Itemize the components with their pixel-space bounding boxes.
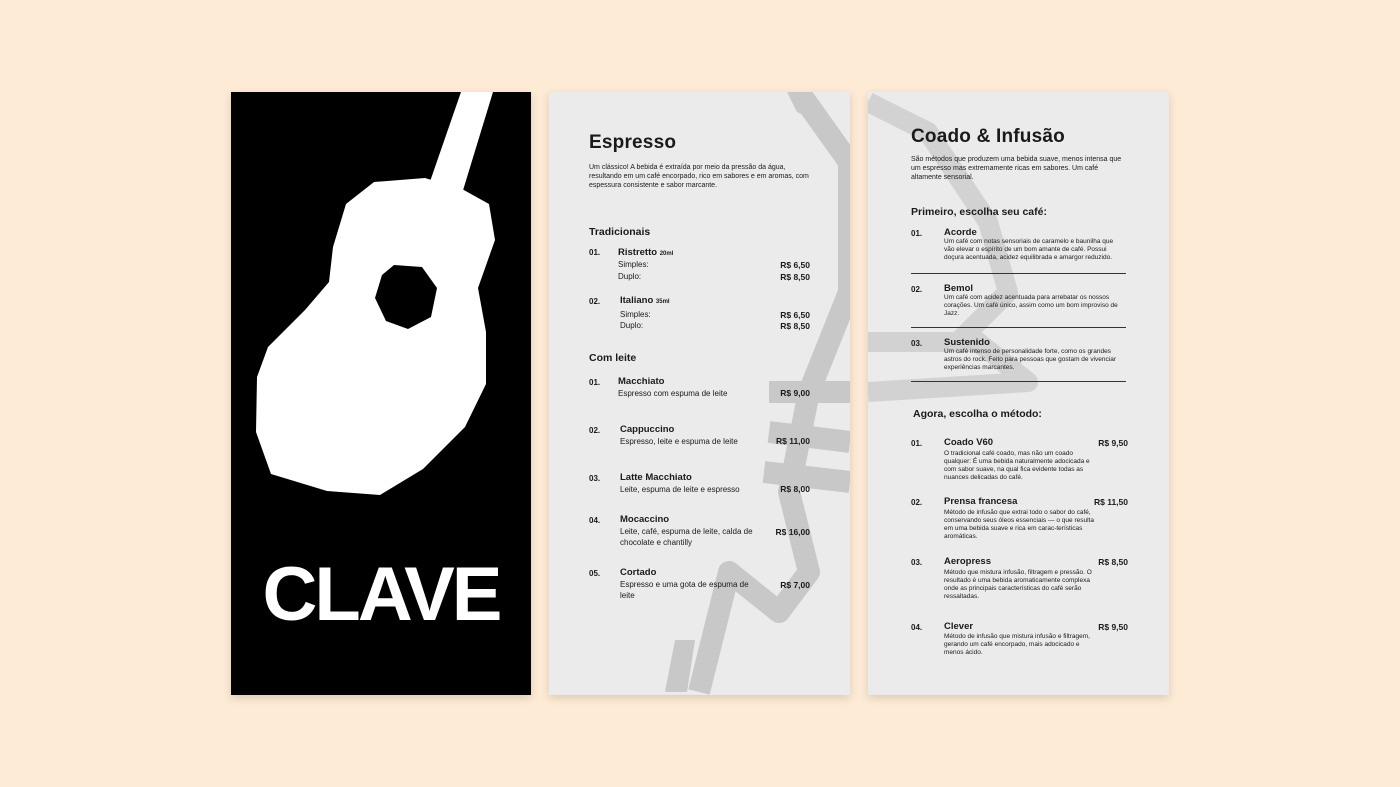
item-size: 35ml [655, 299, 670, 305]
item-number: 02. [589, 297, 601, 306]
item-description: Um café intenso de personalidade forte, como os grandes astros do rock. Feito para pessoas que gostam de vivenciar experiências marcantes. [944, 348, 1116, 371]
item-number: 04. [589, 516, 601, 525]
item-name: Bemol [944, 283, 974, 294]
item-description: Um café com notas sensoriais de caramelo e baunilha que vão elevar o espírito de um bom amante de café. Possui doçura acentuada, acidez equilibrada e amargor reduzido. [944, 238, 1114, 261]
menu-cover [231, 92, 531, 695]
item-name: Mocaccino [620, 514, 670, 525]
divider [911, 327, 1126, 328]
item-number: 03. [589, 474, 601, 483]
item-number: 02. [589, 426, 601, 435]
coado-panel [868, 92, 1169, 695]
coado-title: Coado & Infusão [911, 126, 1065, 147]
item-ristretto: Ristretto 20ml [618, 247, 674, 258]
option-label: Simples: [618, 260, 649, 269]
item-description: Espresso e uma gota de espuma de leite [620, 580, 749, 600]
option-label: Duplo: [620, 321, 644, 330]
item-number: 01. [589, 378, 601, 387]
item-number: 05. [589, 569, 601, 578]
item-name: Cortado [620, 567, 657, 578]
item-name: Macchiato [618, 376, 665, 387]
item-number: 02. [911, 498, 923, 507]
espresso-intro: Um clássico! A bebida é extraída por meio da pressão da água, resultando em um café encorpado, rico em sabores e em aromas, com espessura consistente e sabor marcante. [589, 164, 809, 189]
item-number: 03. [911, 339, 923, 348]
item-description: O tradicional café coado, mas não um coado qualquer: É uma bebida naturalmente adocicada e com sabor suave, na qual fica evidente todas as nuances delicadas do café. [944, 450, 1090, 481]
item-description: Leite, café, espuma de leite, calda de chocolate e chantilly [620, 527, 753, 547]
coado-intro: São métodos que produzem uma bebida suave, menos intensa que um espresso mas extremamente ricas em sabores. Um café altamente sensorial. [911, 156, 1122, 181]
item-description: Método de infusão que extrai todo o sabor do café, conservando seus óleos essenciais — o que resulta em uma bebida suave e rica em carac-terísticas aromáticas. [944, 509, 1094, 540]
section-primeiro: Primeiro, escolha seu café: [911, 206, 1047, 218]
item-size: 20ml [659, 251, 674, 257]
item-description: Espresso, leite e espuma de leite [620, 437, 738, 446]
item-description: Um café com acidez acentuada para arrebatar os nossos corações. Um café único, assim como um bom improviso de Jazz. [944, 294, 1118, 317]
item-price: R$ 9,00 [780, 388, 810, 398]
item-number: 03. [911, 558, 923, 567]
option-price: R$ 6,50 [780, 310, 810, 320]
item-price: R$ 8,00 [780, 484, 810, 494]
espresso-title: Espresso [589, 132, 677, 153]
item-price: R$ 7,00 [780, 580, 810, 590]
section-com-leite: Com leite [589, 352, 637, 364]
option-price: R$ 8,50 [780, 272, 810, 282]
item-price: R$ 11,50 [1093, 497, 1128, 507]
item-description: Método que mistura infusão, filtragem e pressão. O resultado é uma bebida aromaticamente complexa onde as principais características do café serão ressaltadas. [944, 569, 1092, 600]
item-number: 01. [589, 248, 601, 257]
item-price: R$ 11,00 [775, 436, 810, 446]
section-agora: Agora, escolha o método: [913, 408, 1042, 420]
brand-logo: CLAVE [262, 552, 500, 637]
item-name: Cappuccino [620, 424, 675, 435]
option-price: R$ 6,50 [780, 260, 810, 270]
item-price: R$ 8,50 [1098, 557, 1128, 567]
item-italiano: Italiano 35ml [620, 295, 670, 306]
item-price: R$ 16,00 [775, 527, 810, 537]
item-name: Latte Macchiato [620, 472, 692, 483]
section-tradicionais: Tradicionais [589, 226, 651, 238]
item-number: 01. [911, 229, 923, 238]
item-number: 02. [911, 285, 923, 294]
item-description: Leite, espuma de leite e espresso [620, 485, 740, 494]
item-price: R$ 9,50 [1098, 438, 1128, 448]
option-label: Simples: [620, 310, 651, 319]
item-number: 01. [911, 439, 923, 448]
item-description: Espresso com espuma de leite [618, 389, 728, 398]
item-name: Coado V60 [944, 437, 994, 448]
item-name: Sustenido [944, 337, 990, 348]
item-description: Método de infusão que mistura infusão e filtragem, gerando um café encorpado, mais adocicado e menos ácido. [944, 633, 1090, 656]
option-price: R$ 8,50 [780, 321, 810, 331]
item-name: Clever [944, 621, 974, 632]
option-label: Duplo: [618, 272, 642, 281]
item-name: Prensa francesa [944, 496, 1018, 507]
item-price: R$ 9,50 [1098, 622, 1128, 632]
divider [911, 381, 1126, 382]
divider [911, 273, 1126, 274]
espresso-panel [549, 92, 850, 695]
item-number: 04. [911, 623, 923, 632]
item-name: Aeropress [944, 556, 991, 567]
item-name: Acorde [944, 227, 977, 238]
